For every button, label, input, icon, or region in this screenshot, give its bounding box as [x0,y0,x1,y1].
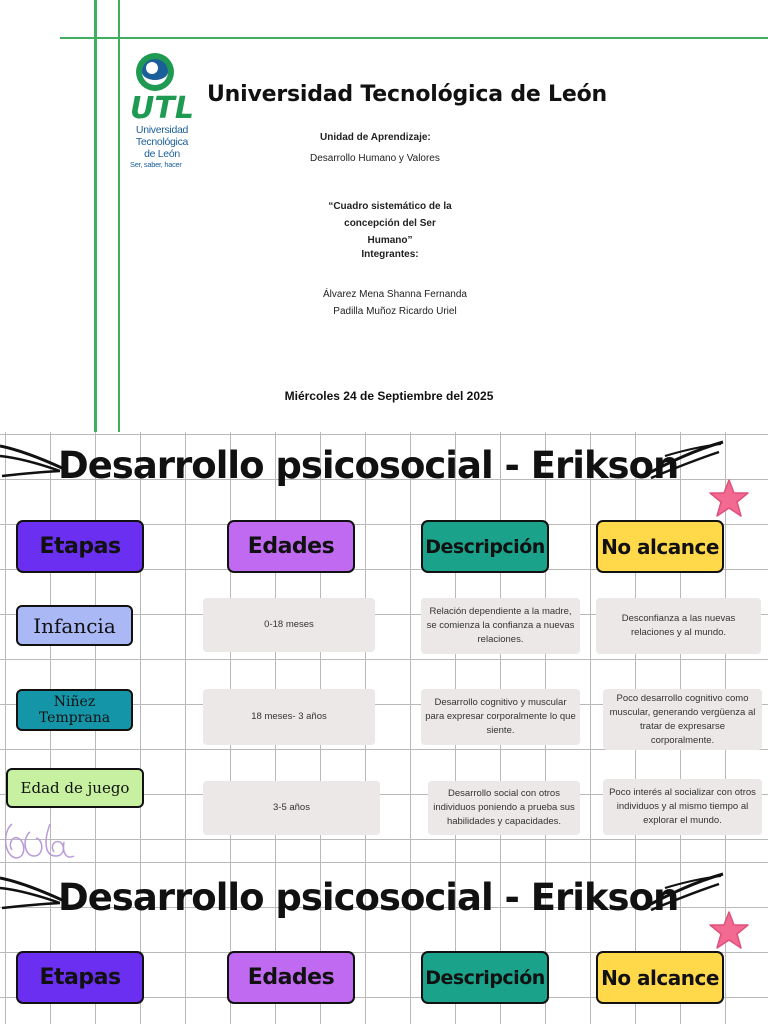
member-2: Padilla Muñoz Ricardo Uriel [333,306,457,317]
no-reach-cell: Desconfianza a las nuevas relaciones y al mundo. [596,598,761,654]
no-reach-cell: Poco desarrollo cognitivo como muscular, generando vergüenza al tratar de expresarse corporalmente. [603,689,762,750]
no-reach-cell: Poco interés al socializar con otros individuos y al mismo tiempo al explorar el mundo. [603,779,762,835]
logo-line-2: Tecnológica [135,136,189,148]
header-edades: Edades [227,951,355,1004]
slide2-title: Desarrollo psicosocial - Erikson [58,876,679,919]
erikson-slide-2 [0,860,768,1024]
members-label: Integrantes: [361,249,419,260]
unit-value: Desarrollo Humano y Valores [310,153,440,164]
header-no-alcance: No alcance [596,520,724,573]
swoosh-icon [645,436,725,481]
cover-vertical-line-right [118,0,120,432]
project-title-line-2: concepción del Ser [344,218,436,229]
cover-vertical-line-left [94,0,97,432]
university-title: Universidad Tecnológica de León [207,82,607,107]
date: Miércoles 24 de Septiembre del 2025 [284,389,494,403]
star-icon [706,908,752,954]
stage-infancia: Infancia [16,605,133,646]
svg-text:UTL: UTL [130,91,194,126]
logo-slogan: Ser, saber, hacer [130,160,182,169]
description-cell: Desarrollo social con otros individuos poniendo a prueba sus habilidades y capacidades. [428,781,580,835]
logo-line-3: de León [144,148,180,160]
star-icon [706,476,752,522]
project-title-line-1: “Cuadro sistemático de la [328,201,452,212]
cover-horizontal-line [60,37,768,39]
slide1-title: Desarrollo psicosocial - Erikson [58,444,679,487]
description-cell: Relación dependiente a la madre, se comienza la confianza a nuevas relaciones. [421,598,580,654]
project-title-line-3: Humano” [367,235,413,246]
age-cell: 18 meses- 3 años [203,689,375,745]
utl-logo-icon [128,50,194,174]
erikson-slide-1 [0,432,768,870]
age-cell: 0-18 meses [203,598,375,652]
swoosh-icon [0,870,65,910]
stage-edad-de-juego: Edad de juego [6,768,144,808]
unit-label: Unidad de Aprendizaje: [320,132,431,143]
stage-ninez-temprana: Niñez Temprana [16,689,133,731]
description-cell: Desarrollo cognitivo y muscular para expresar corporalmente lo que siente. [421,689,580,745]
header-descripcion: Descripción [421,520,549,573]
cover-page [0,0,768,432]
header-etapas: Etapas [16,951,144,1004]
member-1: Álvarez Mena Shanna Fernanda [323,289,467,300]
project-title [310,198,470,249]
logo-line-1: Universidad [135,124,189,136]
header-edades: Edades [227,520,355,573]
swoosh-icon [0,438,65,478]
header-no-alcance: No alcance [596,951,724,1004]
header-descripcion: Descripción [421,951,549,1004]
age-cell: 3-5 años [203,781,380,835]
header-etapas: Etapas [16,520,144,573]
swoosh-icon [645,868,725,913]
